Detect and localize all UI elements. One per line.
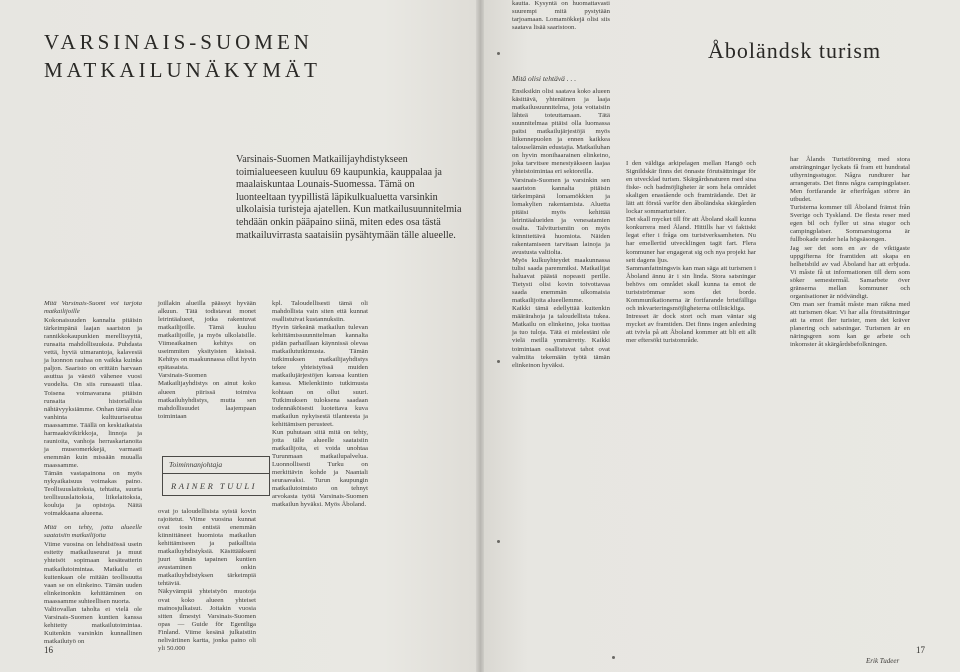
- paragraph: Myös kulkuyhteydet maakunnassa tulisi saada paremmiksi. Matkailijat haluavat päästä nopeasti perille. Tietysti olisi kovin toivottavaa saada enemmän ulkomaisia matkailijoita alueellemme.: [512, 256, 610, 305]
- section-label: Mitä olisi tehtävä . . .: [512, 74, 577, 83]
- subheading: Mitä Varsinais-Suomi voi tarjota matkailijoille: [44, 300, 142, 316]
- print-speck: [497, 360, 500, 363]
- paragraph: I den väldiga arkipelagen mellan Hangö och Signildskär finns det önnaste förutsättningar för en utvecklad turism. Skärgårdsnaturen med sina fiske- och badmöjligheter är som hela området skaligen enastående och framträdande. Det är lätt att förstå varför den åboländska skärgården lockar sommarturister.: [626, 160, 756, 216]
- swedish-article-title: Åboländsk turism: [708, 38, 882, 63]
- paragraph: Intresset är dock stort och man väntar sig mycket av framtiden. Det finns ingen anledning att tvivla på att Åboland kommer att bli ett allt mer eftersökt turistområde.: [626, 312, 756, 345]
- paragraph: Tämän vastapainona on myös nykyaikaisuus voimakas paino. Teollisuuslaitoksia, tehtaita, suuria teollisuuslaitoksia, liikelaitoksia, kouluja ja opistoja. Näitä voimakkaana alueena.: [44, 469, 142, 518]
- text-column-6: [790, 156, 910, 640]
- paragraph: Turisterna kommer till Åboland främst från Sverige och Tyskland. De flesta reser med egen bil och fyller ut sina stugor och campingplatser. Sommarstugorna är fullbokade under hela högsäsongen.: [790, 204, 910, 244]
- paragraph: kpl. Taloudellisesti tämä oli mahdollista vain siten että kunnat osallistuivat kustannuksiin.: [272, 300, 368, 324]
- paragraph: Jag ser det som en av de viktigaste uppgifterna för framtiden att skapa en helhetsbild av vad Åboland har att erbjuda. Vi måste få ut informationen till dem som söker semestermål. Samarbete över gränserna mellan kommuner och organisationer är nödvändigt.: [790, 244, 910, 300]
- paragraph: Varsinais-Suomen ja varsinkin sen saariston kannalta pitäisin tärkeimpänä lomamökkien ja lomakylien rakentamista. Aluetta pitäisi myös kehittää leirintäalueiden ja venesatamien osalta. Talviturismiin on myös kiinnitettävä huomiota. Näiden rakentamiseen tarvitaan lainoja ja avustusta valtiolta.: [512, 176, 610, 256]
- paragraph: Näkyvämpiä yhteistyön muotoja ovat koko alueen yhteiset mainosjulkaisut. Joitakin vuosia sitten ilmestyi Varsinais-Suomen opas — Guide för Egentliga Finland. Viime kesänä julkaistiin neliväriinen kartta, jonka paino oli yli 50.000: [158, 588, 256, 652]
- text-column-2b: [158, 508, 256, 652]
- print-speck: [497, 52, 500, 55]
- paragraph: Varsinais-Suomen Matkailijayhdistys on ainut koko alueen piirissä toimiva matkailuhyhdistys, mutta sen mahdollisuudet laajempaan toimintaan: [158, 372, 256, 420]
- text-column-5: [626, 160, 756, 668]
- paragraph: ovat jo taloudellisista syistä kovin rajoitetut. Viime vuosina kunnat ovat tosin entistä enemmän kiinnittäneet huomiota matkailun kehittämiseen ja paikallisia matkailuyhdistyksiä. Käsittääkseni juuri tämän tapainen kuntien avustaminen onkin matkailuyhdistyksen tärkeimpiä tehtäviä.: [158, 508, 256, 588]
- paragraph: Sammanfattningsvis kan man säga att turismen i Åboland ännu är i sin linda. Stora satsningar behövs om området skall kunna ta emot de turistströmmar som det borde. Kommunikationerna är fortfarande bristfälliga och inkvarteringsmöjligheterna otillräckliga.: [626, 264, 756, 312]
- paragraph: Hyvin tärkeänä matkailun tulevan kehittämissuunnitelman kannalta pidän parhaillaan käynnissä olevaa matkailututkimusta. Tämän tutkimuksen matkailijayhdistys tekee yhteistyössä muiden matkailujärjestöjen kanssa kuntien kanssa. Mielenkiinto tutkimusta kohtaan on ollut suuri. Tutkimuksen tuloksena saadaan todennäköisesti luotettava kuva matkailun nykyisestä tilanteesta ja kehittämisen perusteet.: [272, 324, 368, 428]
- article-title-line2: MATKAILUNÄKYMÄT: [44, 58, 321, 82]
- author-name: RAINER TUULI: [171, 481, 257, 491]
- text-column-4: [512, 88, 610, 668]
- divider: [163, 473, 269, 474]
- paragraph: Kun puhutaan siitä mitä on tehty, jotta tälle alueelle saataisiin matkailijoita, ei voida unohtaa Turunmaan matkailupalvelua. Luonnollisesti Turku on merkittävin kohde ja Naantali seuraavaksi. Turun kaupungin matkailutoimisto on tehnyt arvokasta työtä Varsinais-Suomen matkailun hyväksi. Myös Åboland.: [272, 428, 368, 509]
- print-speck: [497, 540, 500, 543]
- author-signature: Erik Tudeer: [866, 657, 900, 665]
- paragraph: Om man ser framåt måste man räkna med att turismen ökar. Vi har alla förutsättningar att ta emot fler turister, men det kräver planering och satsningar. Turismen är en näringsgren som kan ge arbete och inkomster åt skärgårdsbefolkningen.: [790, 300, 910, 349]
- paragraph: Valtiovallan taholta ei vielä ole Varsinais-Suomen kuntien kanssa kehitetty matkailutoimintaa. Kuitenkin varsinkin kunnallinen matkailutyö on: [44, 605, 142, 645]
- paragraph: Det skall mycket till för att Åboland skall kunna konkurrera med Åland. Hittills har vi faktiskt legat efter i fråga om turistverksamheten. Nu har emellertid utvecklingen tagit fart. Flera kommuner har engagerat sig och nya projekt har sett dagens ljus.: [626, 216, 756, 264]
- paragraph: kautta. Kysyntä on huomattavasti suurempi mitä pystytään tarjoamaan. Lomamökkejä olisi siis saatava lisää saaristoon.: [512, 0, 610, 32]
- text-column-1: [44, 300, 142, 645]
- paragraph: Viime vuosina on lehdistössä usein esitetty matkailuseurat ja muut yhteisöt sopimaan kesäteatterin matkailutoimintaa. Matkailu ei kuitenkaan ole mitään teollisuutta vaan se on elinkeino. Tämän uuden elinkeinonkin kehittäminen on maassamme suhteellisen nuorta.: [44, 541, 142, 605]
- page-number-right: 17: [916, 645, 925, 655]
- paragraph: Kaikki tämä edellyttää kuitenkin määrärahoja ja taloudellista tukea. Matkailu on elinkeino, joka tuottaa ja tuo tuloja. Tätä ei mielestäni ole vielä meillä ymmärretty. Kaikki toimintaan osallistuvat tahot ovat valmiita tekemään työtä tämän elinkeinon hyväksi.: [512, 305, 610, 369]
- author-role: Toiminnanjohtaja: [169, 460, 223, 469]
- print-speck: [612, 656, 615, 659]
- paragraph: Kokonaisuuden kannalta pitäisin tärkeimpänä laajan saariston ja rannikkokaupunkien merellisyyttä, runsaita mahdollisuuksia. Puhdasta vettä, hyviä uimarantoja, kalavesiä ja luonnon rauhaa on vaikka kuinka paljon. Saaristo on erittäin harvaan asuttua ja väestö vähenee vuosi vuodelta. On siis runsaasti tilaa. Toisena voimavarana pitäisin runsaita historiallisia nähtävyyksiämme. Onhan tämä alue vanhinta kulttuuriseutua maassamme. Täällä on keskiaikaisia harmaakivikirkkoja, linnoja ja raunioita, vanhoja herraskartanoita ja museomerkkejä, varmasti enemmän kuin missään muualla maassamme.: [44, 317, 142, 469]
- paragraph: joillakin alueilla päässyt hyvään alkuun. Tätä todistavat monet leirintäalueet, jotka rakentuvat matkailijoille. Tämä kuuluu matkailijoille, ja myös ulkolaisille. Viimeaikainen kehitys on useimmiten yksityisten käsissä. Kehitys on maakunnassa ollut hyvin epätasaista.: [158, 300, 256, 372]
- article-title-line1: VARSINAIS-SUOMEN: [44, 30, 313, 54]
- lead-paragraph: Varsinais-Suomen Matkailijayhdistykseen toimialueeseen kuuluu 69 kaupunkia, kauppalaa ja maalaiskuntaa Lounais-Suomessa. Tämä on luonteeltaan tyypillistä läpikulkualuetta varsinkin ulkolaisia turisteja ajatellen. Kun matkailusuunnitelmia tehdään onkin pääpaino siinä, miten edes osa tästä matkailuvirrasta saataisiin pysähtymään tälle alueelle.: [236, 154, 462, 241]
- top-fragment: [512, 0, 610, 52]
- text-column-2: [158, 300, 256, 438]
- subheading: Mitä on tehty, jotta alueelle saataisiin matkailijoita: [44, 524, 142, 540]
- paragraph: Ensiksikin olisi saatava koko alueen käsittävä, yhtenäinen ja laaja matkailusuunnitelma, jota voitaisiin lähteä toteuttamaan. Tätä suunnitelmaa pitäisi olla luomassa paitsi matkailujärjestöjä myös liikennepuolen ja ennen kaikkea talouselämän edustajia. Matkailuhan on hyvin monihaarainen elinkeino, joka tarvitsee menestyäkseen laajaa yhteistoimintaa eri sektoreilla.: [512, 88, 610, 176]
- page-number-left: 16: [44, 645, 53, 655]
- author-box: [162, 456, 270, 496]
- page-gutter: [476, 0, 484, 672]
- text-column-3: [272, 300, 368, 640]
- paragraph: har Ålands Turistförening med stora ansträngningar lyckats få fram ett hundratal uthyrningsstugor. Några rundturer har arrangerats. Det finns några campingplatser. Men fortfarande är efterfrågan större än utbudet.: [790, 156, 910, 204]
